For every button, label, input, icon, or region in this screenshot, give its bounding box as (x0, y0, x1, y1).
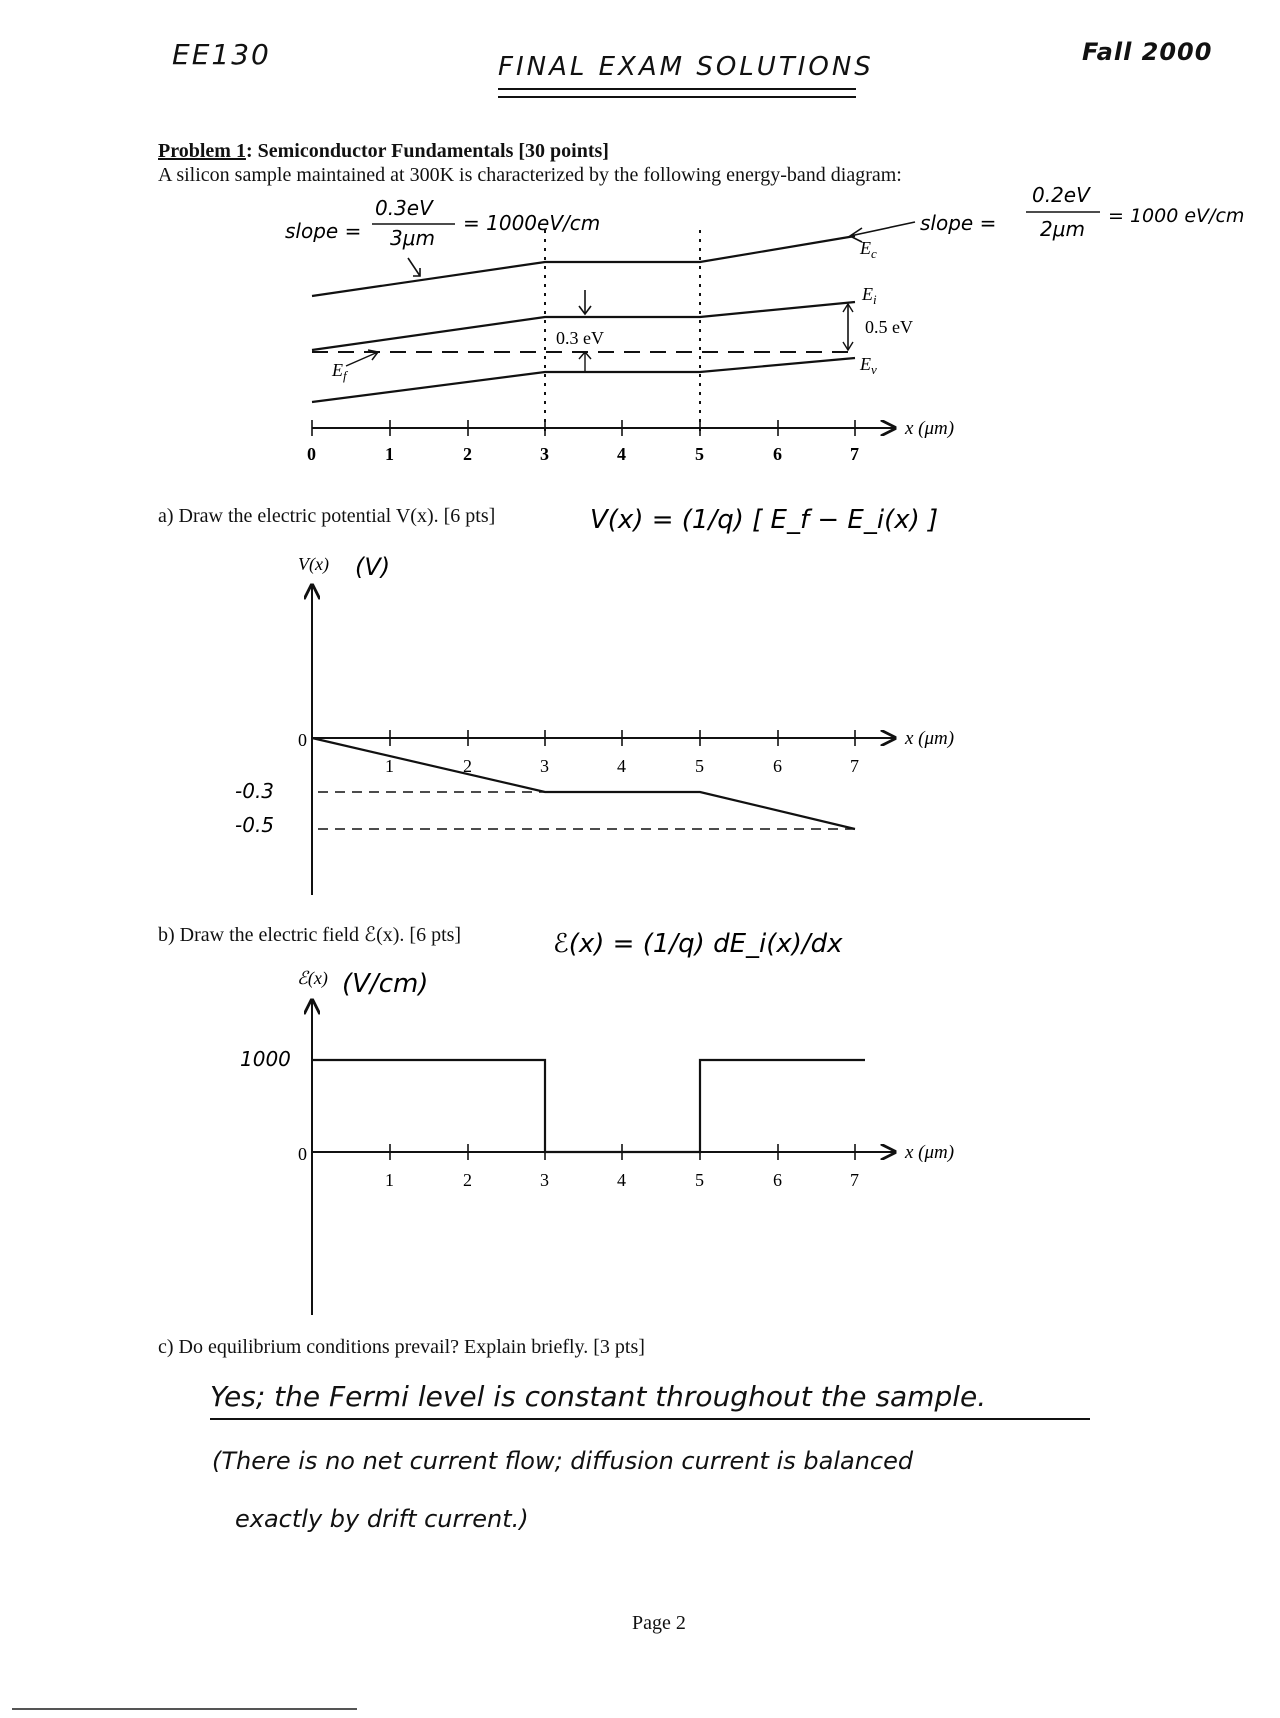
potential-tick-7: 7 (850, 756, 859, 776)
field-tick-5: 5 (695, 1170, 704, 1190)
field-tick-3: 3 (540, 1170, 549, 1190)
problem-label: Problem 1 (158, 140, 246, 162)
potential-y-label: V(x) (298, 554, 329, 574)
field-tick-7: 7 (850, 1170, 859, 1190)
slope-left-numerator: 0.3eV (375, 196, 433, 220)
answer-line-1: Yes; the Fermi level is constant throughout the sample. (210, 1380, 987, 1413)
valence-band-line (312, 358, 855, 402)
potential-tick-1: 1 (385, 756, 394, 776)
ei-label: $E_i$ (862, 284, 877, 307)
band-tick-0: 0 (307, 444, 316, 464)
potential-tick-4: 4 (617, 756, 626, 776)
potential-x-axis-label: x (μm) (905, 728, 955, 749)
slope-right-label: slope = (920, 211, 997, 235)
ec-label: $E_c$ (860, 238, 877, 261)
potential-formula: V(x) = (1/q) [ E_f − E_i(x) ] (590, 505, 939, 535)
answer-line-2: (There is no net current flow; diffusion current is balanced (212, 1447, 914, 1475)
part-a-question: a) Draw the electric potential V(x). [6 pts] (158, 505, 496, 527)
slope-right-denominator: 2μm (1040, 217, 1085, 241)
answer-underline (210, 1418, 1090, 1420)
band-tick-4: 4 (617, 444, 626, 464)
slope-right-result: = 1000 eV/cm (1108, 205, 1245, 227)
slope-left-denominator: 3μm (390, 226, 435, 250)
page-title: FINAL EXAM SOLUTIONS (498, 52, 874, 82)
half-gap-label: 0.5 eV (865, 317, 913, 337)
field-tick-1: 1 (385, 1170, 394, 1190)
field-zero-label: 0 (298, 1144, 307, 1164)
band-tick-7: 7 (850, 444, 859, 464)
problem-heading-text: : Semiconductor Fundamentals [30 points] (245, 140, 609, 162)
field-y-label: ℰ(x) (297, 968, 328, 988)
potential-tick-neg03: -0.3 (235, 779, 275, 803)
course-code: EE130 (172, 38, 271, 71)
part-b-question: b) Draw the electric field ℰ(x). [6 pts] (158, 924, 462, 946)
field-tick-6: 6 (773, 1170, 782, 1190)
potential-y-unit: (V) (355, 553, 391, 581)
problem-description: A silicon sample maintained at 300K is characterized by the following energy-band diagram: (158, 164, 902, 186)
term-label: Fall 2000 (1082, 38, 1213, 66)
field-curve (312, 1060, 865, 1152)
band-tick-3: 3 (540, 444, 549, 464)
field-x-axis-label: x (μm) (905, 1142, 955, 1163)
slope-right-numerator: 0.2eV (1032, 183, 1090, 207)
answer-line-3: exactly by drift current.) (235, 1505, 529, 1533)
band-x-axis-label: x (μm) (905, 418, 955, 439)
band-tick-5: 5 (695, 444, 704, 464)
ef-label: $E_f$ (332, 360, 347, 383)
slope-left-arrow (408, 258, 420, 276)
slope-left-label: slope = (285, 219, 362, 243)
field-y-unit: (V/cm) (342, 969, 429, 999)
potential-zero-label: 0 (298, 730, 307, 750)
band-tick-2: 2 (463, 444, 472, 464)
potential-tick-neg05: -0.5 (235, 813, 275, 837)
band-tick-6: 6 (773, 444, 782, 464)
potential-tick-6: 6 (773, 756, 782, 776)
field-formula: ℰ(x) = (1/q) dE_i(x)/dx (553, 929, 843, 959)
part-c-question: c) Do equilibrium conditions prevail? Explain briefly. [3 pts] (158, 1336, 645, 1358)
potential-tick-2: 2 (463, 756, 472, 776)
potential-tick-5: 5 (695, 756, 704, 776)
page-number: Page 2 (632, 1612, 686, 1634)
footer-line (12, 1708, 357, 1710)
field-tick-2: 2 (463, 1170, 472, 1190)
ev-label: $E_v$ (860, 354, 877, 377)
potential-tick-3: 3 (540, 756, 549, 776)
gap-label: 0.3 eV (556, 328, 604, 348)
field-tick-1000: 1000 (240, 1047, 291, 1071)
potential-curve (312, 738, 855, 829)
band-tick-1: 1 (385, 444, 394, 464)
slope-left-result: = 1000eV/cm (463, 211, 601, 235)
field-tick-4: 4 (617, 1170, 626, 1190)
